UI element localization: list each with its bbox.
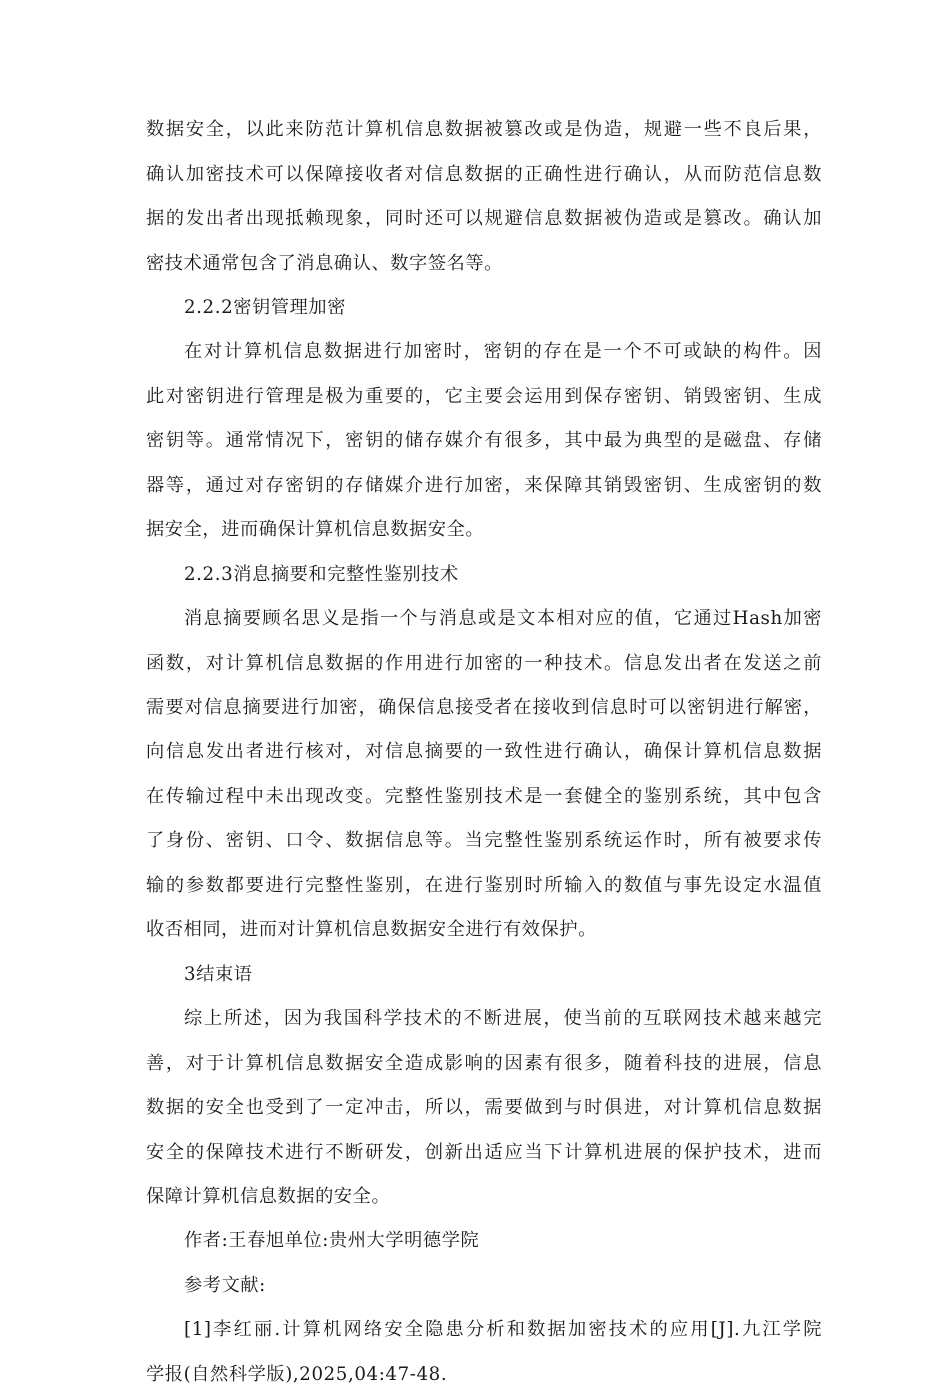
paragraph-line: 输的参数都要进行完整性鉴别，在进行鉴别时所输入的数值与事先设定水温值: [146, 875, 822, 896]
paragraph-line: 密钥等。通常情况下，密钥的储存媒介有很多，其中最为典型的是磁盘、存储: [146, 430, 822, 451]
reference-item: [1]李红丽.计算机网络安全隐患分析和数据加密技术的应用[J].九江学院: [184, 1319, 822, 1340]
paragraph-line: 安全的保障技术进行不断研发，创新出适应当下计算机进展的保护技术，进而: [146, 1142, 822, 1163]
paragraph-line: 此对密钥进行管理是极为重要的，它主要会运用到保存密钥、销毁密钥、生成: [146, 386, 822, 407]
paragraph-line: 据安全，进而确保计算机信息数据安全。: [146, 519, 485, 540]
paragraph-line: 据的发出者出现抵赖现象，同时还可以规避信息数据被伪造或是篡改。确认加: [146, 208, 822, 229]
paragraph-line: 了身份、密钥、口令、数据信息等。当完整性鉴别系统运作时，所有被要求传: [146, 830, 822, 851]
paragraph-line: 向信息发出者进行核对，对信息摘要的一致性进行确认，确保计算机信息数据: [146, 741, 822, 762]
paragraph-line: 消息摘要顾名思义是指一个与消息或是文本相对应的值，它通过Hash加密: [184, 608, 822, 629]
paragraph-line: 在传输过程中未出现改变。完整性鉴别技术是一套健全的鉴别系统，其中包含: [146, 786, 822, 807]
paragraph-line: 数据安全，以此来防范计算机信息数据被篡改或是伪造，规避一些不良后果，: [146, 119, 822, 140]
author-line: 作者:王春旭单位:贵州大学明德学院: [184, 1230, 480, 1251]
section-heading: 2.2.2密钥管理加密: [184, 297, 347, 318]
paragraph-line: 数据的安全也受到了一定冲击，所以，需要做到与时俱进，对计算机信息数据: [146, 1097, 822, 1118]
section-heading: 2.2.3消息摘要和完整性鉴别技术: [184, 564, 459, 585]
paragraph-line: 器等，通过对存密钥的存储媒介进行加密，来保障其销毁密钥、生成密钥的数: [146, 475, 822, 496]
paragraph-line: 需要对信息摘要进行加密，确保信息接受者在接收到信息时可以密钥进行解密，: [146, 697, 822, 718]
paragraph-line: 确认加密技术可以保障接收者对信息数据的正确性进行确认，从而防范信息数: [146, 164, 822, 185]
reference-item: 学报(自然科学版),2025,04:47-48.: [146, 1364, 448, 1385]
paragraph-line: 在对计算机信息数据进行加密时，密钥的存在是一个不可或缺的构件。因: [184, 341, 822, 362]
paragraph-line: 综上所述，因为我国科学技术的不断进展，使当前的互联网技术越来越完: [184, 1008, 822, 1029]
paragraph-line: 善，对于计算机信息数据安全造成影响的因素有很多，随着科技的进展，信息: [146, 1053, 822, 1074]
references-heading: 参考文献:: [184, 1275, 266, 1296]
paragraph-line: 收否相同，进而对计算机信息数据安全进行有效保护。: [146, 919, 597, 940]
paragraph-line: 函数，对计算机信息数据的作用进行加密的一种技术。信息发出者在发送之前: [146, 653, 822, 674]
paragraph-line: 密技术通常包含了消息确认、数字签名等。: [146, 253, 503, 274]
section-heading: 3结束语: [184, 964, 253, 985]
paragraph-line: 保障计算机信息数据的安全。: [146, 1186, 391, 1207]
